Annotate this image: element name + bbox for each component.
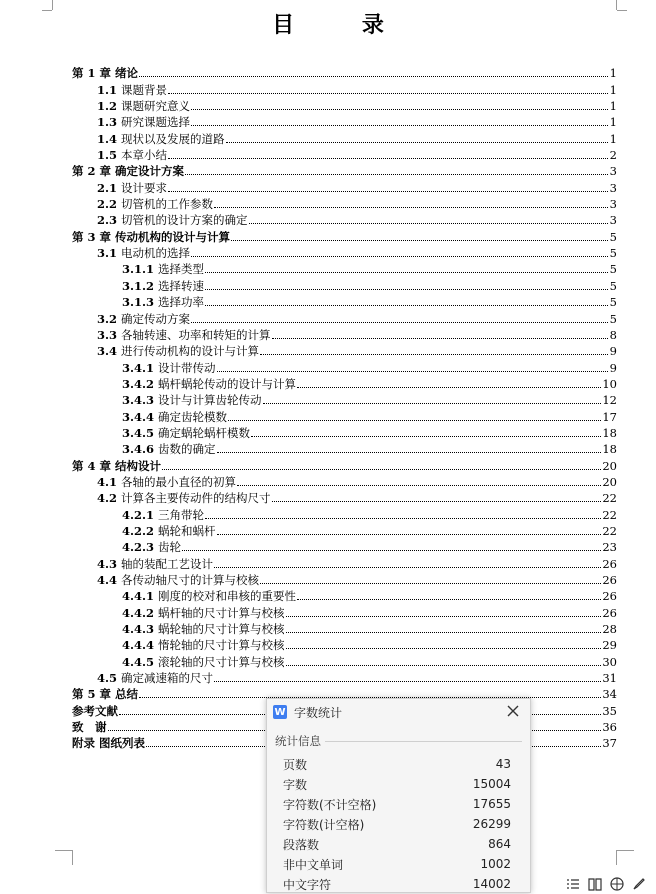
toc-page-number: 3 — [609, 164, 617, 179]
toc-entry-title: 选择转速 — [158, 278, 205, 293]
toc-entry-title: 确定设计方案 — [115, 164, 185, 179]
crop-mark-bl-h — [55, 850, 72, 851]
toc-entry-title: 确定传动方案 — [121, 311, 191, 326]
toc-leader — [297, 386, 601, 388]
toc-leader — [205, 288, 608, 290]
stat-label: 字符数(计空格) — [283, 817, 365, 832]
toc-page-number: 31 — [602, 671, 617, 686]
toc-entry-title: 各轴的最小直径的初算 — [121, 474, 237, 489]
toc-page-number: 36 — [602, 720, 617, 735]
toc-entry-number: 3.4.2 — [122, 376, 155, 391]
toc-page-number: 3 — [609, 197, 617, 212]
toc-entry-number: 3.4.4 — [122, 409, 155, 424]
toc-entry-title: 选择功率 — [158, 295, 205, 310]
toc-entry-title: 确定齿轮模数 — [158, 409, 228, 424]
toc-entry-number: 4.2.1 — [122, 507, 155, 522]
toc-entry-number: 4.2 — [97, 491, 118, 506]
table-of-contents — [72, 64, 617, 750]
toc-page-number: 5 — [609, 311, 617, 326]
stats-section-header — [275, 733, 522, 749]
toc-entry-number: 3.1.2 — [122, 278, 155, 293]
toc-leader — [286, 664, 602, 666]
stat-row — [283, 774, 511, 794]
toc-entry-title: 刚度的校对和串核的重要性 — [158, 589, 297, 604]
toc-entry-number: 3.1.1 — [122, 262, 155, 277]
toc-page-number: 5 — [609, 246, 617, 261]
toc-entry[interactable] — [72, 64, 617, 80]
toc-entry-title: 三角带轮 — [158, 507, 205, 522]
toc-page-number: 37 — [602, 736, 617, 751]
stat-label: 段落数 — [283, 837, 320, 852]
toc-entry-number: 3.4.6 — [122, 442, 155, 457]
toc-page-number: 26 — [602, 556, 617, 571]
toc-entry-title: 致 谢 — [72, 720, 107, 735]
toc-entry-number: 2.1 — [97, 180, 118, 195]
toc-leader — [214, 206, 608, 208]
toc-leader — [237, 484, 601, 486]
toc-entry[interactable] — [72, 375, 617, 391]
stat-row — [283, 834, 511, 854]
toc-entry-title: 研究课题选择 — [121, 115, 191, 130]
toc-entry-number: 4.4 — [97, 573, 118, 587]
toc-page-number: 29 — [602, 638, 617, 653]
toc-entry-number: 3.4.3 — [122, 393, 155, 408]
toc-entry-title: 本章小结 — [121, 148, 168, 163]
toc-page-number: 17 — [602, 409, 617, 424]
toc-entry-title: 确定蜗轮蜗杆模数 — [158, 425, 251, 440]
toc-entry-number: 4.4.4 — [122, 638, 155, 653]
toc-leader — [228, 419, 601, 421]
book-icon[interactable] — [588, 877, 602, 891]
toc-entry-title: 蜗杆蜗轮传动的设计与计算 — [158, 376, 297, 391]
toc-entry-title: 附录 图纸列表 — [72, 736, 146, 751]
toc-entry-title: 蜗杆轴的尺寸计算与校核 — [158, 605, 285, 620]
toc-entry-title: 电动机的选择 — [121, 246, 191, 261]
toc-entry-number: 3.4.5 — [122, 425, 155, 440]
divider — [325, 741, 522, 742]
toc-leader — [249, 222, 608, 224]
toc-page-number: 26 — [602, 605, 617, 620]
toc-leader — [214, 680, 601, 682]
toc-entry-title: 设计带传动 — [158, 360, 216, 375]
stats-list — [283, 754, 511, 894]
toc-entry-title: 结构设计 — [115, 458, 162, 473]
toc-entry[interactable] — [72, 309, 617, 325]
toc-page-number: 2 — [609, 148, 617, 163]
toc-entry-number: 4.4.5 — [122, 654, 155, 669]
toc-leader — [217, 533, 602, 535]
toc-entry-title: 切管机的设计方案的确定 — [121, 213, 248, 228]
toc-entry-number: 4.1 — [97, 474, 118, 489]
toc-entry[interactable] — [72, 636, 617, 652]
toc-entry-title: 各轴转速、功率和转矩的计算 — [121, 327, 271, 342]
toc-entry[interactable] — [72, 538, 617, 554]
toc-page-number: 22 — [602, 507, 617, 522]
toc-page-number: 28 — [602, 622, 617, 637]
toc-page-number: 30 — [602, 654, 617, 669]
toc-entry[interactable] — [72, 505, 617, 521]
stat-value: 14002 — [472, 877, 511, 891]
stat-value: 15004 — [472, 777, 511, 791]
toc-entry[interactable] — [72, 178, 617, 194]
toc-entry[interactable] — [72, 473, 617, 489]
toc-entry-number: 第 2 章 — [72, 164, 112, 179]
toc-leader — [205, 517, 601, 519]
toc-entry[interactable] — [72, 129, 617, 145]
toc-entry[interactable] — [72, 260, 617, 276]
toc-leader — [251, 435, 601, 437]
toc-entry-title: 滚轮轴的尺寸计算与校核 — [158, 654, 285, 669]
toc-leader — [139, 75, 608, 77]
stat-value: 26299 — [472, 817, 511, 831]
toc-page-number: 20 — [602, 458, 617, 473]
toc-entry-number: 第 5 章 — [72, 687, 112, 702]
toc-entry-title: 确定减速箱的尺寸 — [121, 671, 214, 686]
toc-entry[interactable] — [72, 342, 617, 358]
toc-entry-number: 3.4 — [97, 344, 118, 359]
toc-entry-number: 4.5 — [97, 671, 118, 686]
stat-value: 17655 — [472, 797, 511, 811]
toc-entry[interactable] — [72, 162, 617, 178]
toc-leader — [260, 582, 601, 584]
toc-entry[interactable] — [72, 97, 617, 113]
toc-page-number: 3 — [609, 180, 617, 195]
toc-entry-number: 1.3 — [97, 115, 118, 130]
stat-row — [283, 854, 511, 874]
toc-entry-title: 蜗轮轴的尺寸计算与校核 — [158, 622, 285, 637]
toc-entry-number: 4.4.3 — [122, 622, 155, 637]
toc-page-number: 5 — [609, 278, 617, 293]
toc-page-number: 34 — [602, 687, 617, 702]
stat-row — [283, 754, 511, 774]
toc-entry-title: 切管机的工作参数 — [121, 197, 214, 212]
toc-entry[interactable] — [72, 489, 617, 505]
toc-page-number: 23 — [602, 540, 617, 555]
toc-entry[interactable] — [72, 554, 617, 570]
toc-entry-title: 设计与计算齿轮传动 — [158, 393, 262, 408]
toc-entry-title: 齿轮 — [158, 540, 182, 555]
toc-page-number: 18 — [602, 425, 617, 440]
stat-label: 字数 — [283, 777, 308, 792]
toc-page-number: 1 — [609, 131, 617, 146]
toc-entry-title: 蜗轮和蜗杆 — [158, 523, 216, 538]
toc-page-number: 1 — [609, 99, 617, 114]
dialog-title: 字数统计 — [294, 705, 343, 720]
toc-entry[interactable] — [72, 195, 617, 211]
toc-entry[interactable] — [72, 326, 617, 342]
toc-leader — [272, 500, 602, 502]
toc-entry-title: 设计要求 — [121, 180, 168, 195]
toc-entry-number: 1.1 — [97, 82, 118, 97]
toc-entry-title: 齿数的确定 — [158, 442, 216, 457]
stat-row — [283, 874, 511, 894]
globe-icon[interactable] — [610, 877, 624, 891]
toc-entry-title: 各传动轴尺寸的计算与校核 — [121, 573, 260, 587]
toc-leader — [168, 157, 608, 159]
toc-entry[interactable] — [72, 456, 617, 472]
toc-leader — [217, 370, 608, 372]
stat-value: 864 — [488, 837, 511, 851]
toc-entry[interactable] — [72, 571, 617, 587]
toc-entry[interactable] — [72, 227, 617, 243]
stat-label: 页数 — [283, 757, 308, 772]
toc-page-number: 1 — [609, 82, 617, 97]
toc-leader — [217, 451, 602, 453]
toc-entry[interactable] — [72, 424, 617, 440]
toc-entry-title: 参考文献 — [72, 703, 118, 718]
toc-entry[interactable] — [72, 669, 617, 685]
toc-entry[interactable] — [72, 244, 617, 260]
toc-entry[interactable] — [72, 113, 617, 129]
toc-entry-title: 轴的装配工艺设计 — [121, 556, 214, 571]
toc-leader — [263, 402, 602, 404]
toc-leader — [286, 647, 602, 649]
toc-entry-title: 惰轮轴的尺寸计算与校核 — [158, 638, 285, 653]
toc-entry[interactable] — [72, 276, 617, 292]
toc-entry-number: 4.4.2 — [122, 605, 155, 620]
toc-entry-number: 4.2.2 — [122, 523, 155, 538]
toc-leader — [185, 173, 608, 175]
toc-page-number: 35 — [602, 703, 617, 718]
toc-page-number: 8 — [609, 327, 617, 342]
toc-entry-number: 1.4 — [97, 131, 118, 146]
crop-mark-br-h — [617, 850, 634, 851]
toc-entry-number: 2.2 — [97, 197, 118, 212]
toc-leader — [297, 598, 601, 600]
toc-entry-number: 3.1.3 — [122, 295, 155, 310]
toc-page-number: 12 — [602, 393, 617, 408]
toc-leader — [168, 92, 608, 94]
toc-page-number: 5 — [609, 295, 617, 310]
toc-leader — [272, 337, 608, 339]
toc-entry-title: 进行传动机构的设计与计算 — [121, 344, 260, 359]
toc-leader — [191, 255, 608, 257]
toc-entry[interactable] — [72, 211, 617, 227]
toc-page-number: 5 — [609, 229, 617, 244]
crop-mark-br-v — [616, 850, 617, 865]
toc-entry[interactable] — [72, 522, 617, 538]
toc-entry[interactable] — [72, 620, 617, 636]
toc-entry-number: 3.4.1 — [122, 360, 155, 375]
toc-entry[interactable] — [72, 293, 617, 309]
toc-leader — [231, 239, 608, 241]
crop-mark-bl-v — [72, 850, 73, 865]
toc-entry-title: 选择类型 — [158, 262, 205, 277]
stat-label: 中文字符 — [283, 877, 332, 892]
toc-entry-number: 1.5 — [97, 148, 118, 163]
toc-leader — [191, 124, 608, 126]
stat-value: 1002 — [480, 857, 511, 871]
toc-page-number: 1 — [609, 66, 617, 81]
toc-page-number: 26 — [602, 573, 617, 587]
list-icon[interactable] — [566, 877, 580, 891]
page-title: 目 录 — [272, 12, 414, 38]
toc-entry-title: 课题研究意义 — [121, 99, 191, 114]
pen-icon[interactable] — [632, 877, 646, 891]
toc-leader — [205, 304, 608, 306]
toc-page-number: 18 — [602, 442, 617, 457]
toc-entry-number: 第 3 章 — [72, 229, 112, 244]
stat-row — [283, 814, 511, 834]
toc-entry-title: 绪论 — [115, 66, 139, 81]
word-count-dialog — [266, 698, 531, 893]
stat-row — [283, 794, 511, 814]
toc-entry-title: 课题背景 — [121, 82, 168, 97]
toc-entry[interactable] — [72, 587, 617, 603]
toc-entry-number: 4.4.1 — [122, 589, 155, 604]
toc-leader — [286, 615, 602, 617]
toc-page-number: 5 — [609, 262, 617, 277]
toc-entry-number: 3.1 — [97, 246, 118, 261]
toc-entry-number: 第 1 章 — [72, 66, 112, 81]
dialog-header[interactable] — [267, 699, 530, 725]
toc-leader — [286, 631, 602, 633]
toc-leader — [162, 468, 601, 470]
toc-leader — [260, 353, 608, 355]
toc-entry-title: 现状以及发展的道路 — [121, 131, 225, 146]
toc-page-number: 3 — [609, 213, 617, 228]
stats-section-label: 统计信息 — [275, 734, 321, 748]
toc-page-number: 26 — [602, 589, 617, 604]
toc-entry-number: 1.2 — [97, 99, 118, 114]
toc-entry-number: 2.3 — [97, 213, 118, 228]
wps-writer-icon: W — [274, 706, 286, 718]
stat-label: 字符数(不计空格) — [283, 797, 377, 812]
toc-entry[interactable] — [72, 146, 617, 162]
stat-label: 非中文单词 — [283, 857, 344, 872]
toc-page-number: 9 — [609, 360, 617, 375]
toc-page-number: 22 — [602, 523, 617, 538]
toc-page-number: 10 — [602, 376, 617, 391]
toc-entry-title: 总结 — [115, 687, 139, 702]
toc-leader — [191, 321, 608, 323]
toc-entry-number: 3.3 — [97, 327, 118, 342]
toc-page-number: 22 — [602, 491, 617, 506]
toc-entry-title: 传动机构的设计与计算 — [115, 229, 231, 244]
toc-page-number: 20 — [602, 474, 617, 489]
toc-leader — [168, 190, 608, 192]
toc-page-number: 9 — [609, 344, 617, 359]
toc-entry[interactable] — [72, 391, 617, 407]
toc-entry[interactable] — [72, 603, 617, 619]
toc-entry-number: 4.3 — [97, 556, 118, 571]
toc-entry[interactable] — [72, 440, 617, 456]
toc-leader — [191, 108, 608, 110]
toc-leader — [214, 566, 601, 568]
close-icon[interactable] — [506, 704, 520, 718]
stat-value: 43 — [495, 757, 511, 771]
toc-entry-number: 4.2.3 — [122, 540, 155, 555]
toc-entry[interactable] — [72, 652, 617, 668]
toc-leader — [226, 141, 608, 143]
statusbar-icons — [566, 877, 646, 891]
toc-leader — [205, 271, 608, 273]
toc-entry-title: 计算各主要传动件的结构尺寸 — [121, 491, 271, 506]
toc-page-number: 1 — [609, 115, 617, 130]
toc-entry-number: 第 4 章 — [72, 458, 112, 473]
toc-entry[interactable] — [72, 80, 617, 96]
toc-entry[interactable] — [72, 407, 617, 423]
toc-entry[interactable] — [72, 358, 617, 374]
toc-entry-number: 3.2 — [97, 311, 118, 326]
toc-leader — [182, 549, 601, 551]
